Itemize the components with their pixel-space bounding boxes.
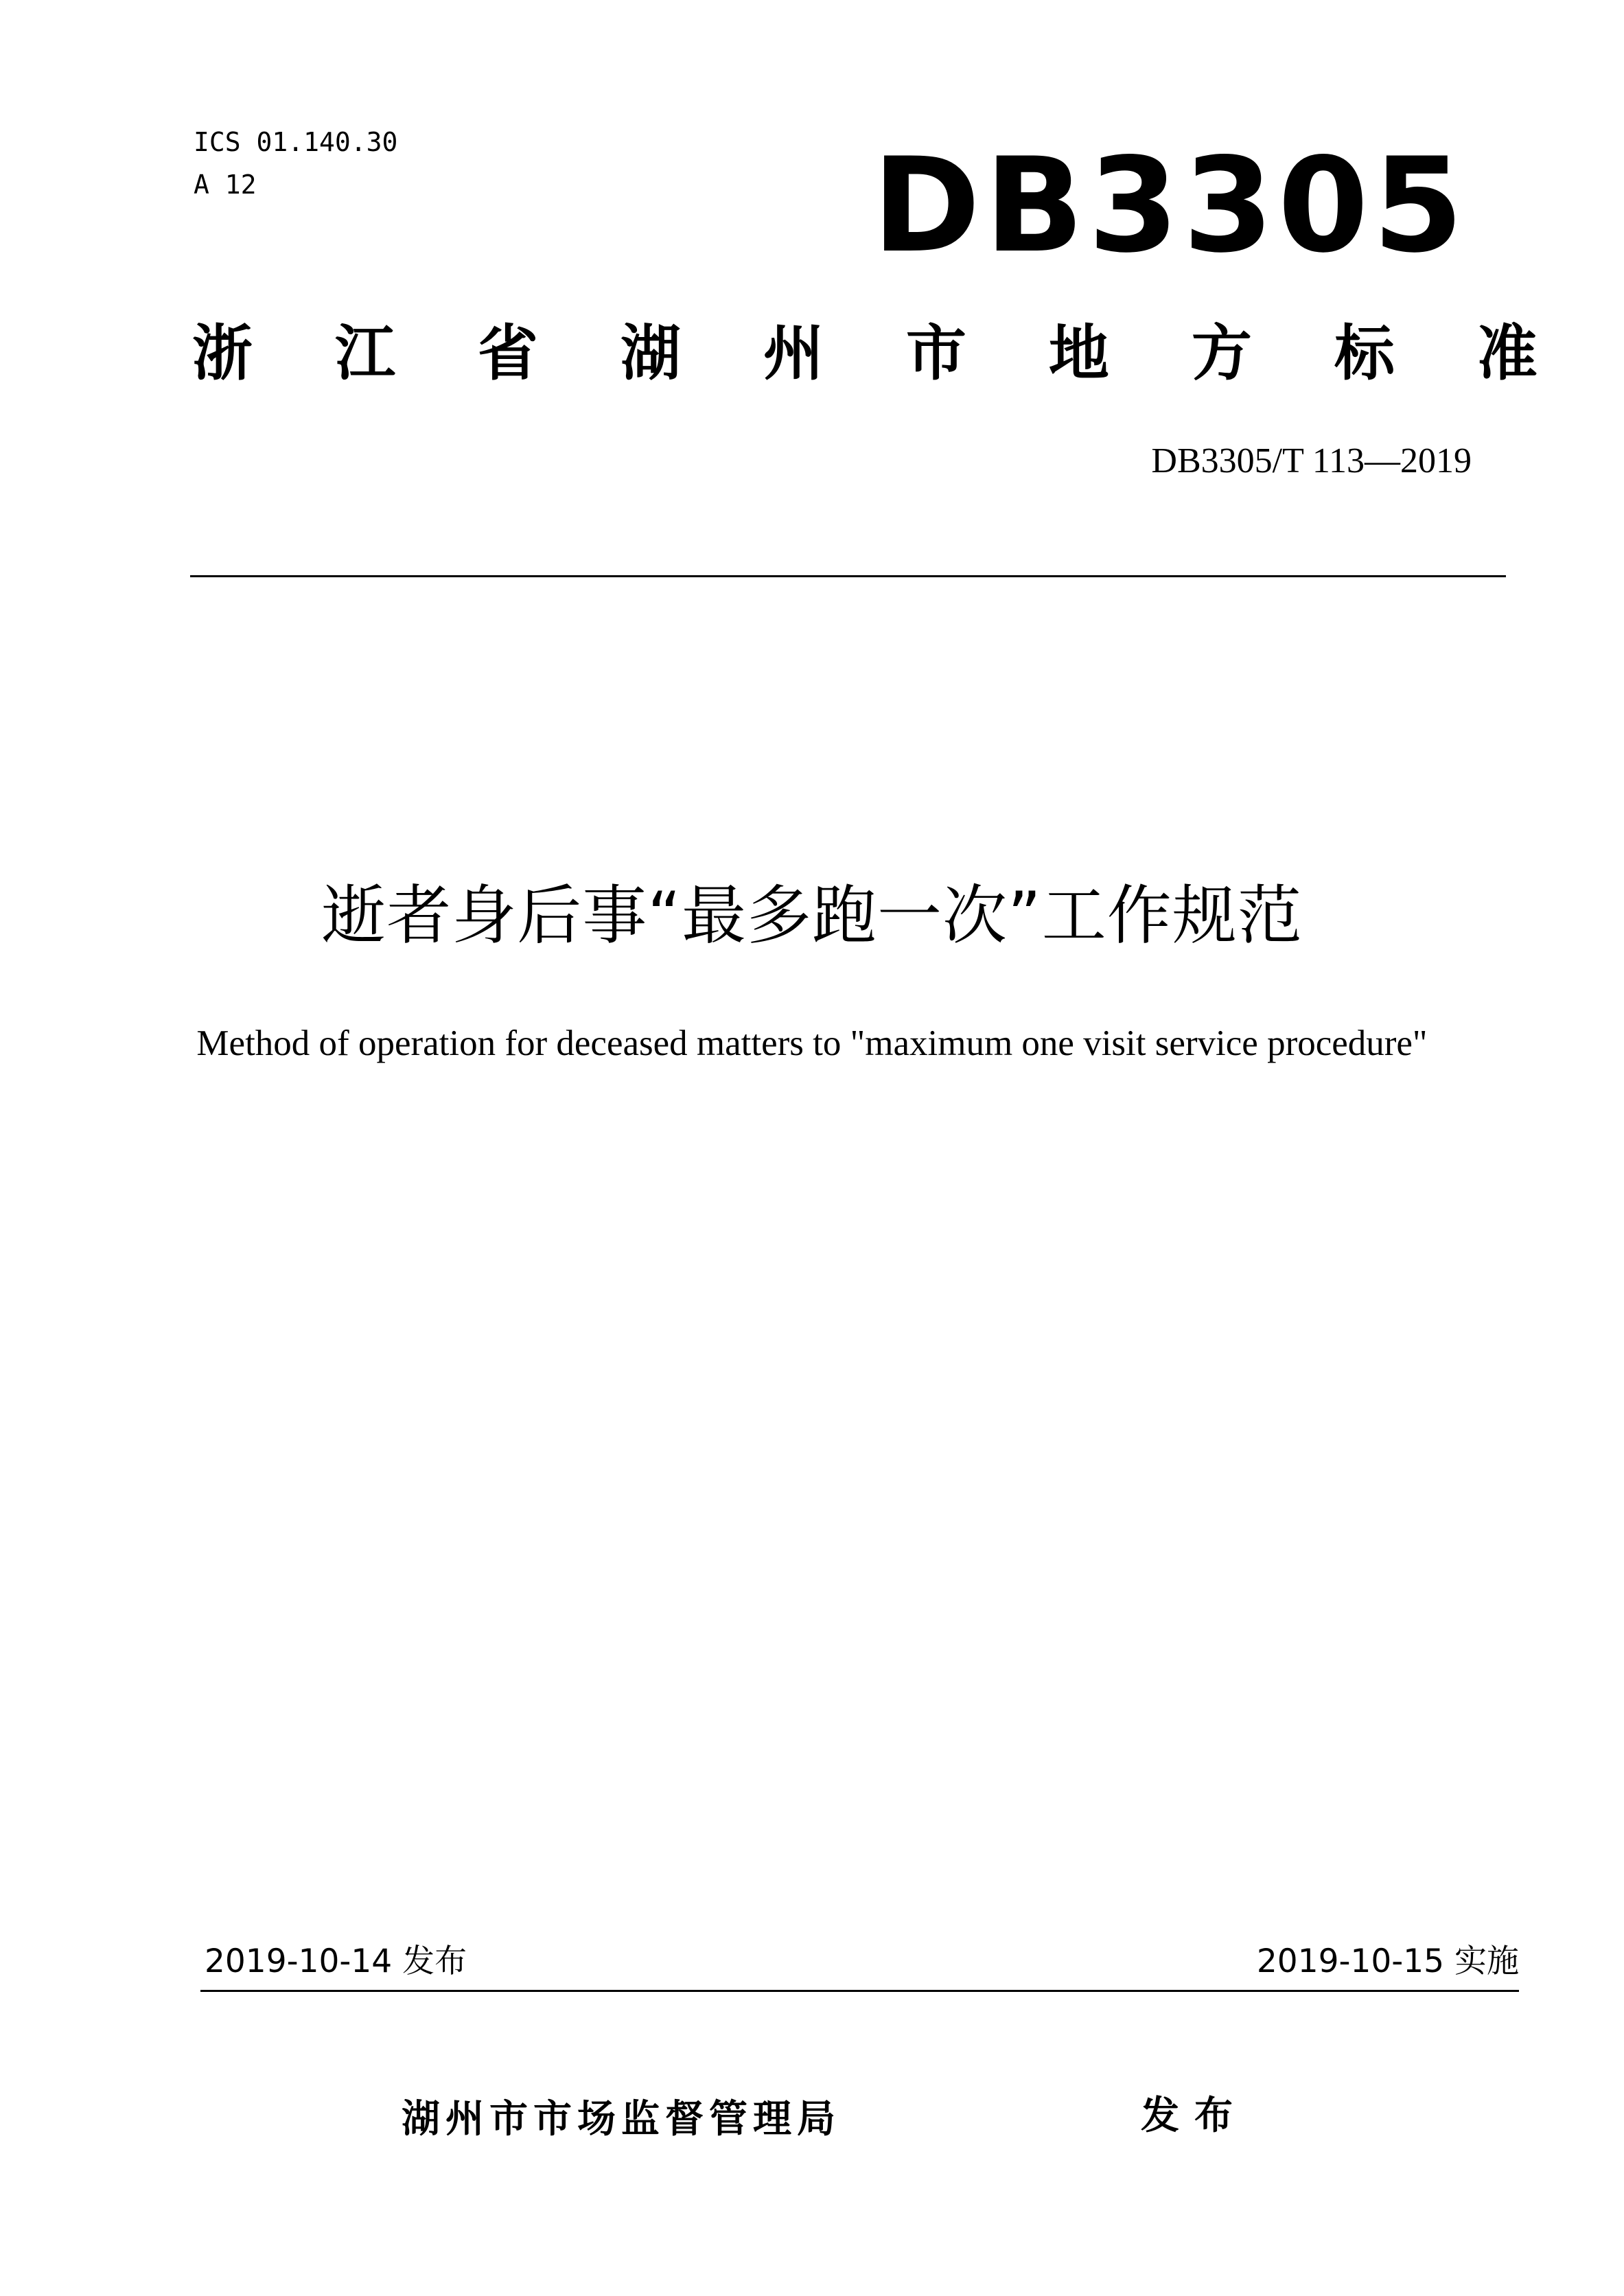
standard-type-char: 市 [905, 318, 966, 389]
document-title-english: Method of operation for deceased matters to "maximum one visit service procedure" [196, 1023, 1428, 1063]
standard-type-char: 州 [763, 318, 824, 389]
standard-type-char: 准 [1476, 318, 1538, 389]
document-title-chinese: 逝者身后事“最多跑一次”工作规范 [321, 879, 1303, 953]
standard-type-char: 江 [334, 318, 395, 389]
standard-type-char: 省 [477, 318, 538, 389]
standard-type-char: 标 [1334, 318, 1395, 389]
issue-date: 2019-10-14 发布 [205, 1943, 467, 1980]
implementation-date: 2019-10-15 实施 [1256, 1943, 1519, 1980]
standard-type-char: 方 [1191, 318, 1252, 389]
standard-number: DB3305/T 113—2019 [1151, 441, 1472, 480]
standard-type-char: 浙 [192, 318, 253, 389]
top-divider [190, 575, 1506, 577]
ics-code: ICS 01.140.30 [194, 127, 398, 157]
publish-label: 发布 [1141, 2094, 1248, 2138]
standard-code-large: DB3305 [872, 130, 1468, 281]
bottom-divider [200, 1990, 1519, 1992]
ccs-code: A 12 [194, 170, 257, 200]
standard-type-char: 湖 [620, 318, 681, 389]
issuing-authority: 湖州市市场监督管理局 [402, 2097, 841, 2142]
standard-type-heading [192, 316, 1538, 391]
standard-type-char: 地 [1048, 318, 1109, 389]
